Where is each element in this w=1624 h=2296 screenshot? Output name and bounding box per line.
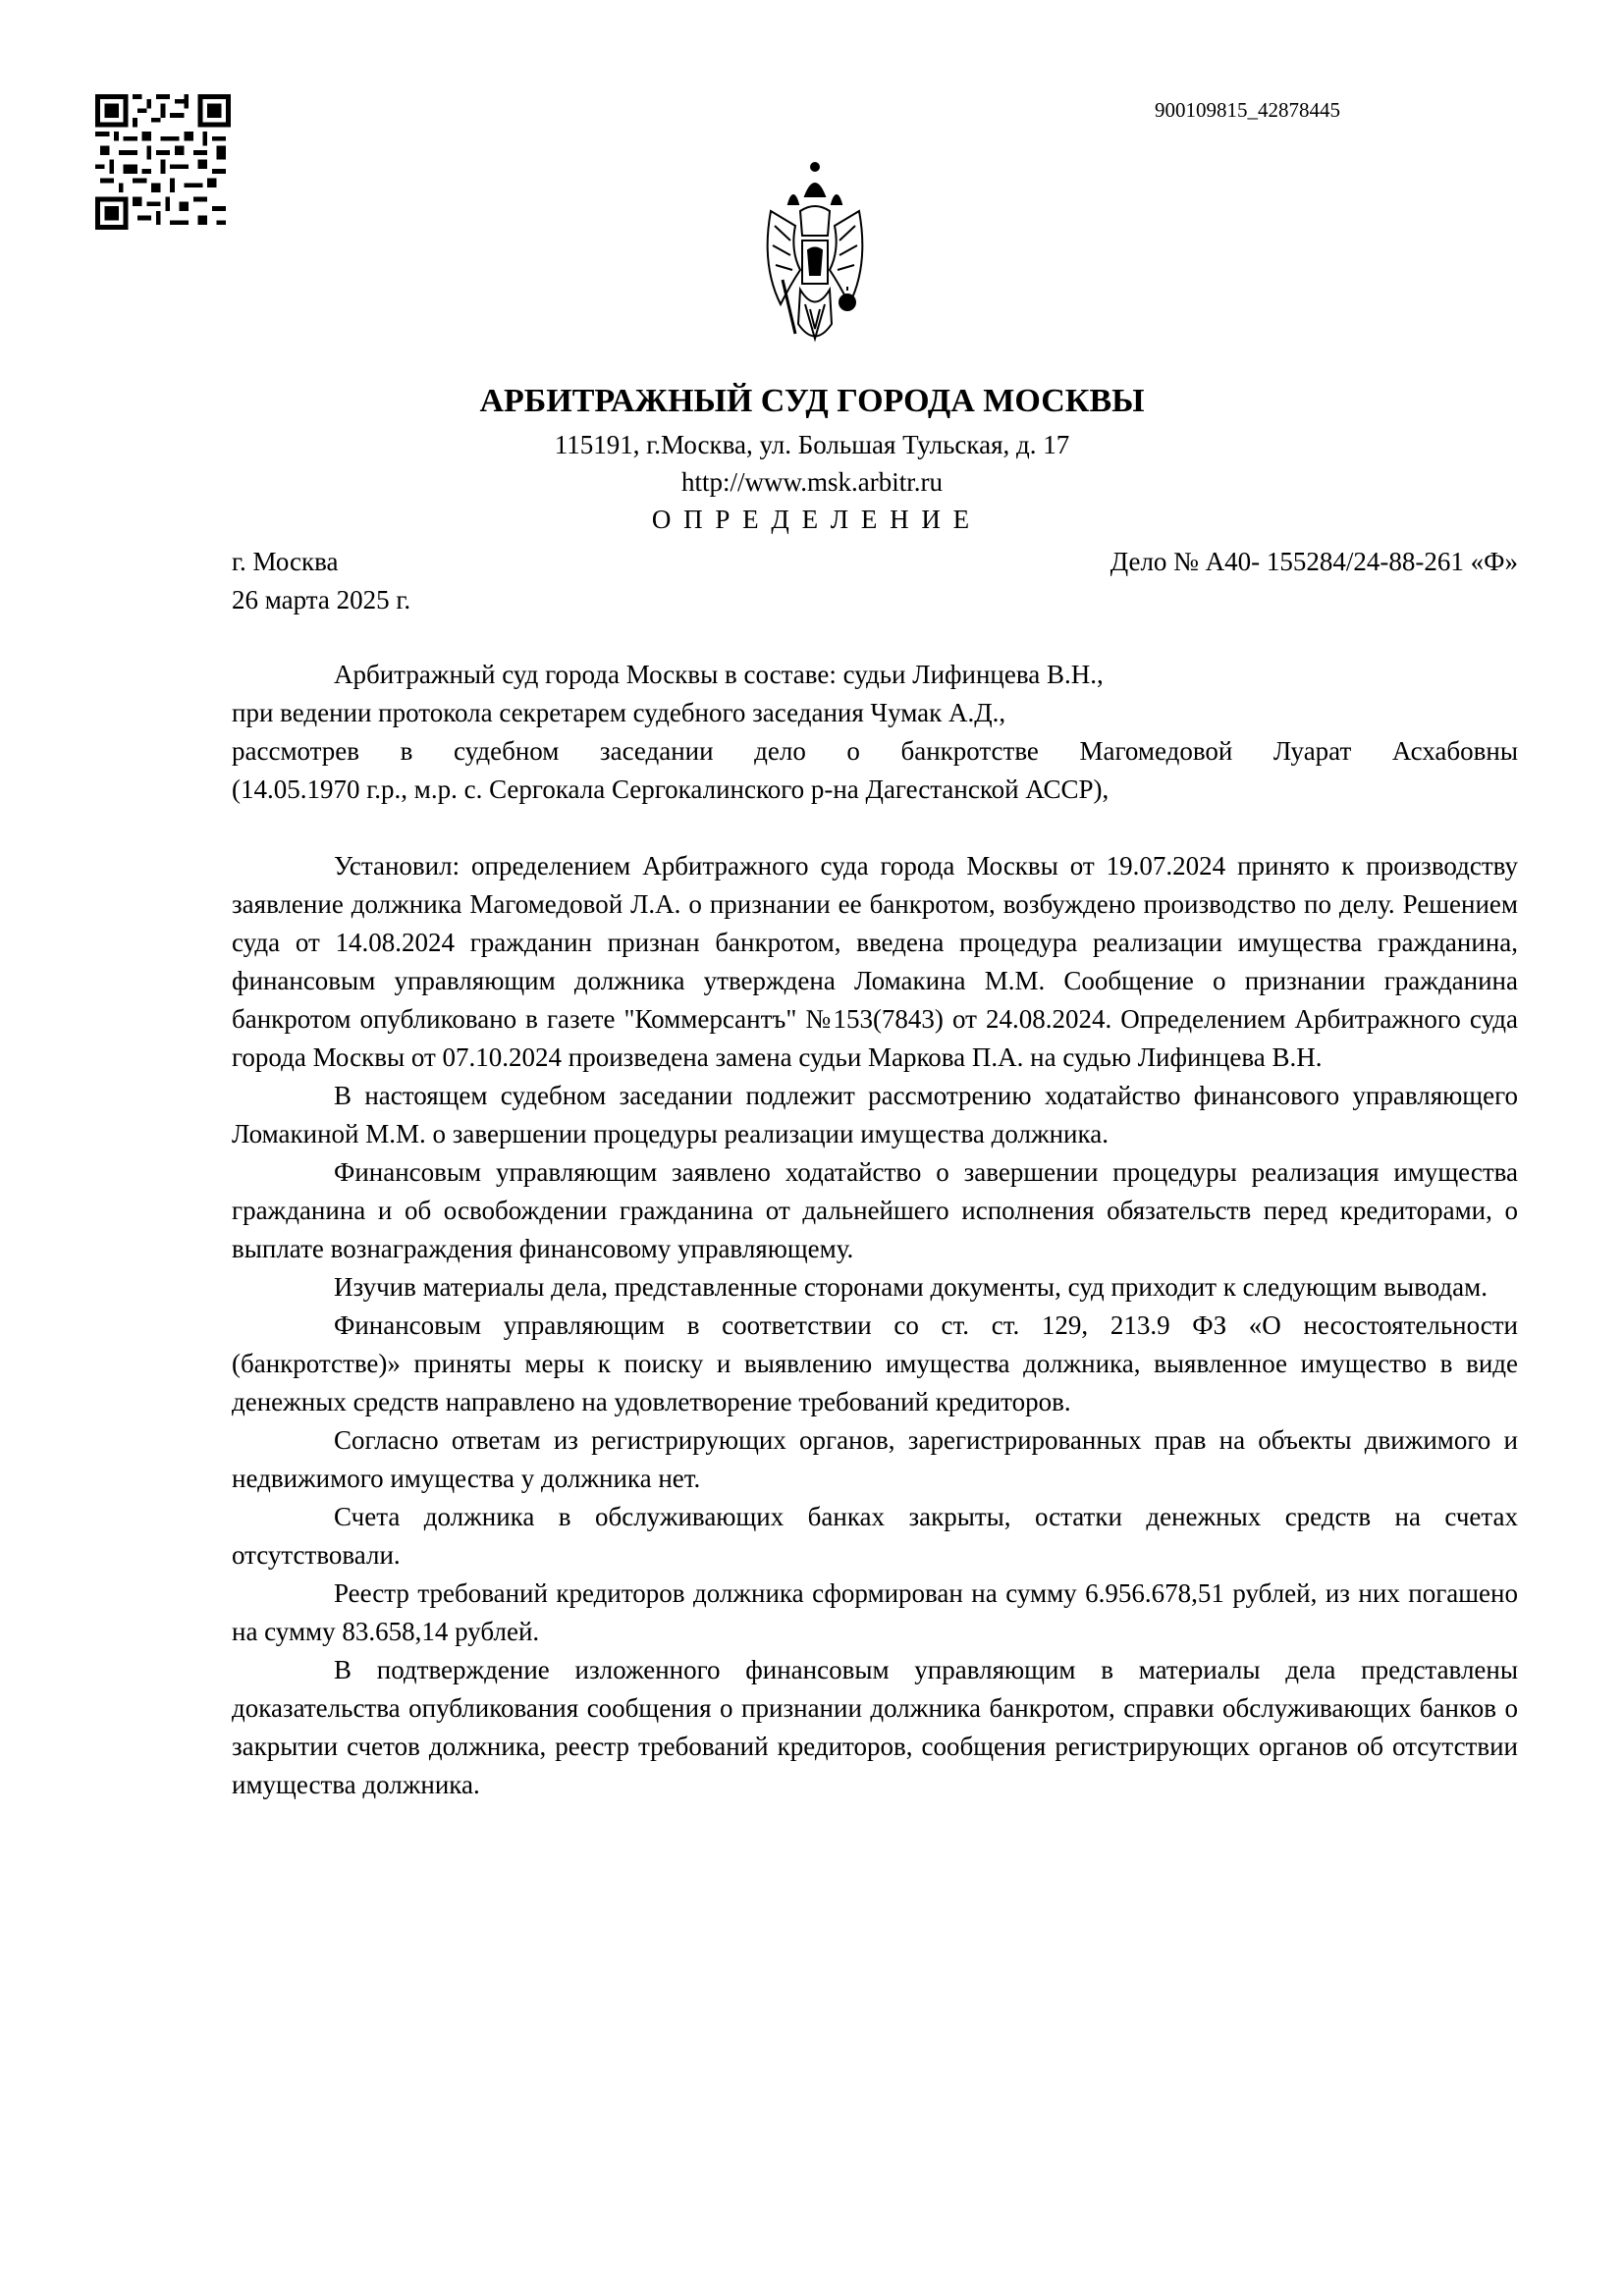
court-address: 115191, г.Москва, ул. Большая Тульская, д. 17	[554, 430, 1070, 459]
intro-line: (14.05.1970 г.р., м.р. с. Сергокала Сергокалинского р-на Дагестанской АССР),	[232, 774, 1110, 804]
main-body	[232, 847, 1518, 1804]
paragraph: Финансовым управляющим заявлено ходатайство о завершении процедуры реализация имущества гражданина и об освобождении гражданина от дальнейшего исполнения обязательств перед кредиторами, о выплате вознаграждения финансовому управляющему.	[232, 1157, 1518, 1263]
paragraph: Финансовым управляющим в соответствии со ст. ст. 129, 213.9 ФЗ «О несостоятельности (банкротстве)» приняты меры к поиску и выявлению имущества должника, выявленное имущество в виде денежных средств направлено на удовлетворение требований кредиторов.	[232, 1310, 1518, 1416]
intro-line: Арбитражный суд города Москвы в составе: судьи Лифинцева В.Н.,	[334, 660, 1104, 689]
paragraph: Реестр требований кредиторов должника сформирован на сумму 6.956.678,51 рублей, из них погашено на сумму 83.658,14 рублей.	[232, 1578, 1518, 1646]
document-date: 26 марта 2025 г.	[232, 585, 411, 614]
court-url: http://www.msk.arbitr.ru	[681, 467, 943, 497]
case-number: Дело № А40- 155284/24-88-261 «Ф»	[1110, 547, 1518, 576]
qr-code-icon	[95, 94, 231, 230]
document-type: О П Р Е Д Е Л Е Н И Е	[651, 505, 973, 534]
paragraph: Согласно ответам из регистрирующих органов, зарегистрированных прав на объекты движимого и недвижимого имущества у должника нет.	[232, 1425, 1518, 1493]
document-id: 900109815_42878445	[1155, 98, 1340, 122]
coat-of-arms-icon	[761, 157, 869, 353]
city: г. Москва	[232, 547, 339, 576]
paragraph: Изучив материалы дела, представленные сторонами документы, суд приходит к следующим выводам.	[334, 1272, 1488, 1302]
paragraph: Счета должника в обслуживающих банках закрыты, остатки денежных средств на счетах отсутствовали.	[232, 1502, 1518, 1570]
paragraph: Установил: определением Арбитражного суда города Москвы от 19.07.2024 принято к производству заявление должника Магомедовой Л.А. о признании ее банкротом, возбуждено производство по делу. Решением суда от 14.08.2024 гражданин признан банкротом, введена процедура реализации имущества гражданина, финансовым управляющим должника утверждена Ломакина М.М. Сообщение о признании гражданина банкротом опубликовано в газете "Коммерсантъ" №153(7843) от 24.08.2024. Определением Арбитражного суда города Москвы от 07.10.2024 произведена замена судьи Маркова П.А. на судью Лифинцева В.Н.	[232, 851, 1518, 1072]
court-name: АРБИТРАЖНЫЙ СУД ГОРОДА МОСКВЫ	[479, 383, 1145, 419]
intro-block	[232, 656, 1518, 809]
paragraph: В подтверждение изложенного финансовым управляющим в материалы дела представлены доказательства опубликования сообщения о признании должника банкротом, справки обслуживающих банков о закрытии счетов должника, реестр требований кредиторов, сообщения регистрирующих органов об отсутствии имущества должника.	[232, 1655, 1518, 1799]
intro-line: при ведении протокола секретарем судебного заседания Чумак А.Д.,	[232, 698, 1006, 727]
paragraph: В настоящем судебном заседании подлежит рассмотрению ходатайство финансового управляющего Ломакиной М.М. о завершении процедуры реализации имущества должника.	[232, 1081, 1518, 1148]
intro-line: рассмотрев в судебном заседании дело о банкротстве Магомедовой Луарат Асхабовны	[232, 736, 1518, 766]
